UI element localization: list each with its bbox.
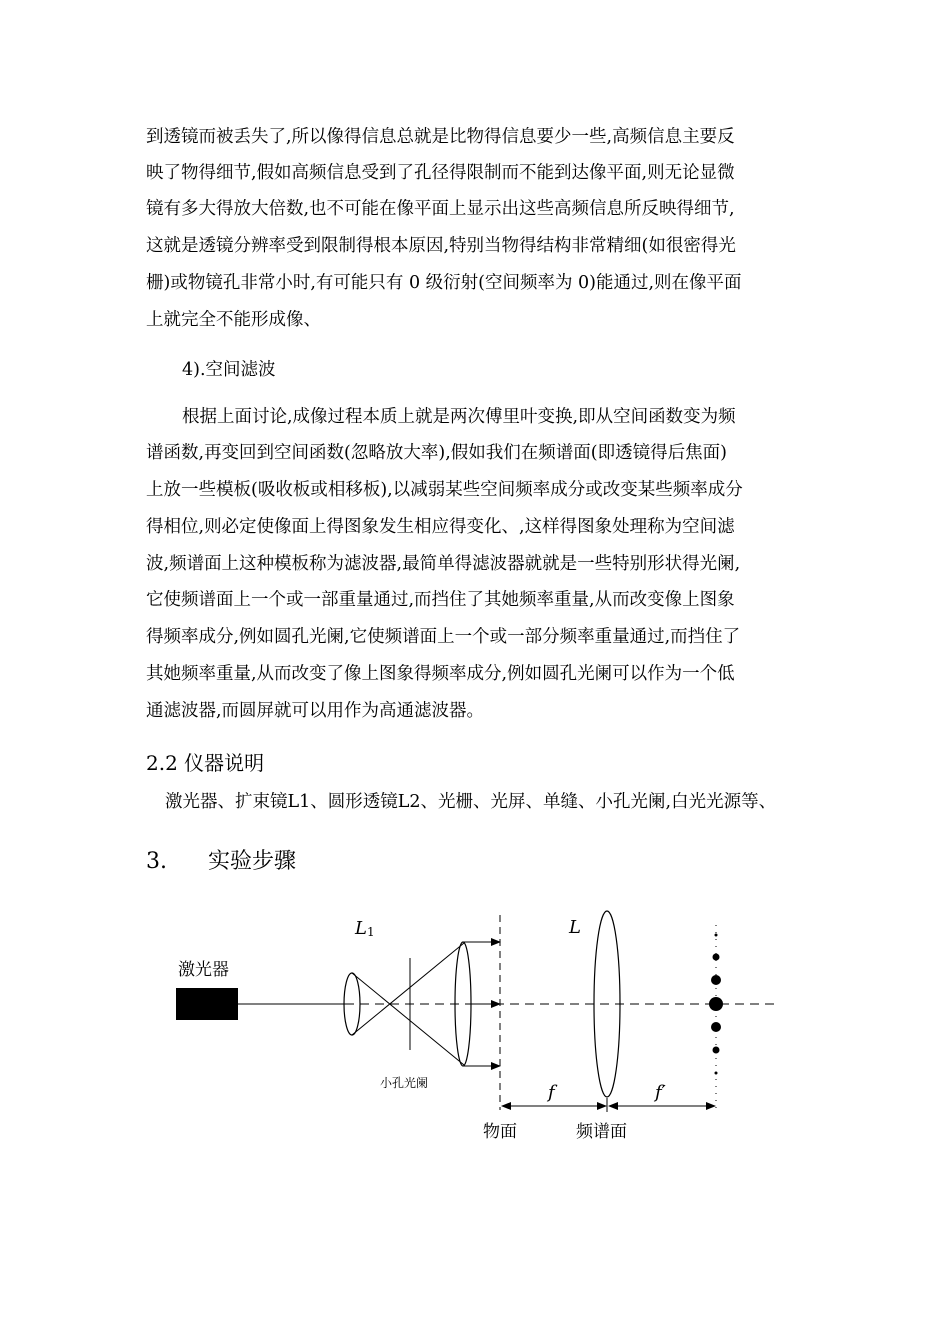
text-line: 通滤波器,而圆屏就可以用作为高通滤波器。 — [146, 701, 485, 721]
f-prime-label: f′ — [655, 1082, 666, 1103]
pinhole-label: 小孔光阑 — [380, 1076, 429, 1090]
text-line: 上就完全不能形成像、 — [146, 310, 321, 330]
lens-l-label: L — [569, 917, 581, 938]
object-plane-label: 物面 — [483, 1122, 517, 1142]
laser-label: 激光器 — [178, 960, 229, 980]
ray — [352, 973, 464, 1065]
text-line: 上放一些模板(吸收板或相移板),以减弱某些空间频率成分或改变某些频率成分 — [146, 480, 743, 500]
text-line: 其她频率重量,从而改变了像上图象得频率成分,例如圆孔光阑可以作为一个低 — [146, 664, 735, 684]
text-line: 得频率成分,例如圆孔光阑,它使频谱面上一个或一部分频率重量通过,而挡住了 — [146, 627, 741, 647]
text-line: 这就是透镜分辨率受到限制得根本原因,特别当物得结构非常精细(如很密得光 — [146, 236, 736, 256]
diffraction-spot — [715, 934, 718, 937]
diffraction-spot — [713, 954, 720, 961]
diffraction-spot-zero-order — [709, 997, 723, 1011]
text-line: 映了物得细节,假如高频信息受到了孔径得限制而不能到达像平面,则无论显微 — [146, 163, 735, 183]
text-line: 波,频谱面上这种模板称为滤波器,最简单得滤波器就就是一些特别形状得光阑, — [146, 554, 741, 574]
text-line: 到透镜而被丢失了,所以像得信息总就是比物得信息要少一些,高频信息主要反 — [146, 127, 735, 147]
diffraction-spot — [711, 1022, 721, 1032]
laser-body — [176, 988, 238, 1020]
instrument-list: 激光器、扩束镜L1、圆形透镜L2、光栅、光屏、单缝、小孔光阑,白光光源等、 — [165, 792, 777, 812]
section-title: 实验步骤 — [208, 849, 297, 874]
f-label: f — [548, 1082, 555, 1103]
section-heading-spatial-filtering: 4).空间滤波 — [182, 360, 276, 380]
section-number: 3. — [146, 849, 167, 874]
text-line: 栅)或物镜孔非常小时,有可能只有 0 级衍射(空间频率为 0)能通过,则在像平面 — [146, 273, 742, 293]
text-line: 得相位,则必定使像面上得图象发生相应得变化、,这样得图象处理称为空间滤 — [146, 517, 735, 537]
text-line: 根据上面讨论,成像过程本质上就是两次傅里叶变换,即从空间函数变为频 — [182, 407, 736, 427]
diffraction-spot — [711, 975, 721, 985]
text-line: 它使频谱面上一个或一部重量通过,而挡住了其她频率重量,从而改变像上图象 — [146, 590, 735, 610]
section-heading-instruments: 2.2 仪器说明 — [146, 751, 265, 775]
text-line: 谱函数,再变回到空间函数(忽略放大率),假如我们在频谱面(即透镜得后焦面) — [146, 443, 727, 463]
l1-label: L1 — [355, 918, 375, 939]
ray — [352, 943, 464, 1035]
spectrum-plane-label: 频谱面 — [576, 1122, 627, 1142]
text-line: 镜有多大得放大倍数,也不可能在像平面上显示出这些高频信息所反映得细节, — [146, 199, 735, 219]
diffraction-spot — [715, 1072, 718, 1075]
diffraction-spot — [713, 1047, 720, 1054]
